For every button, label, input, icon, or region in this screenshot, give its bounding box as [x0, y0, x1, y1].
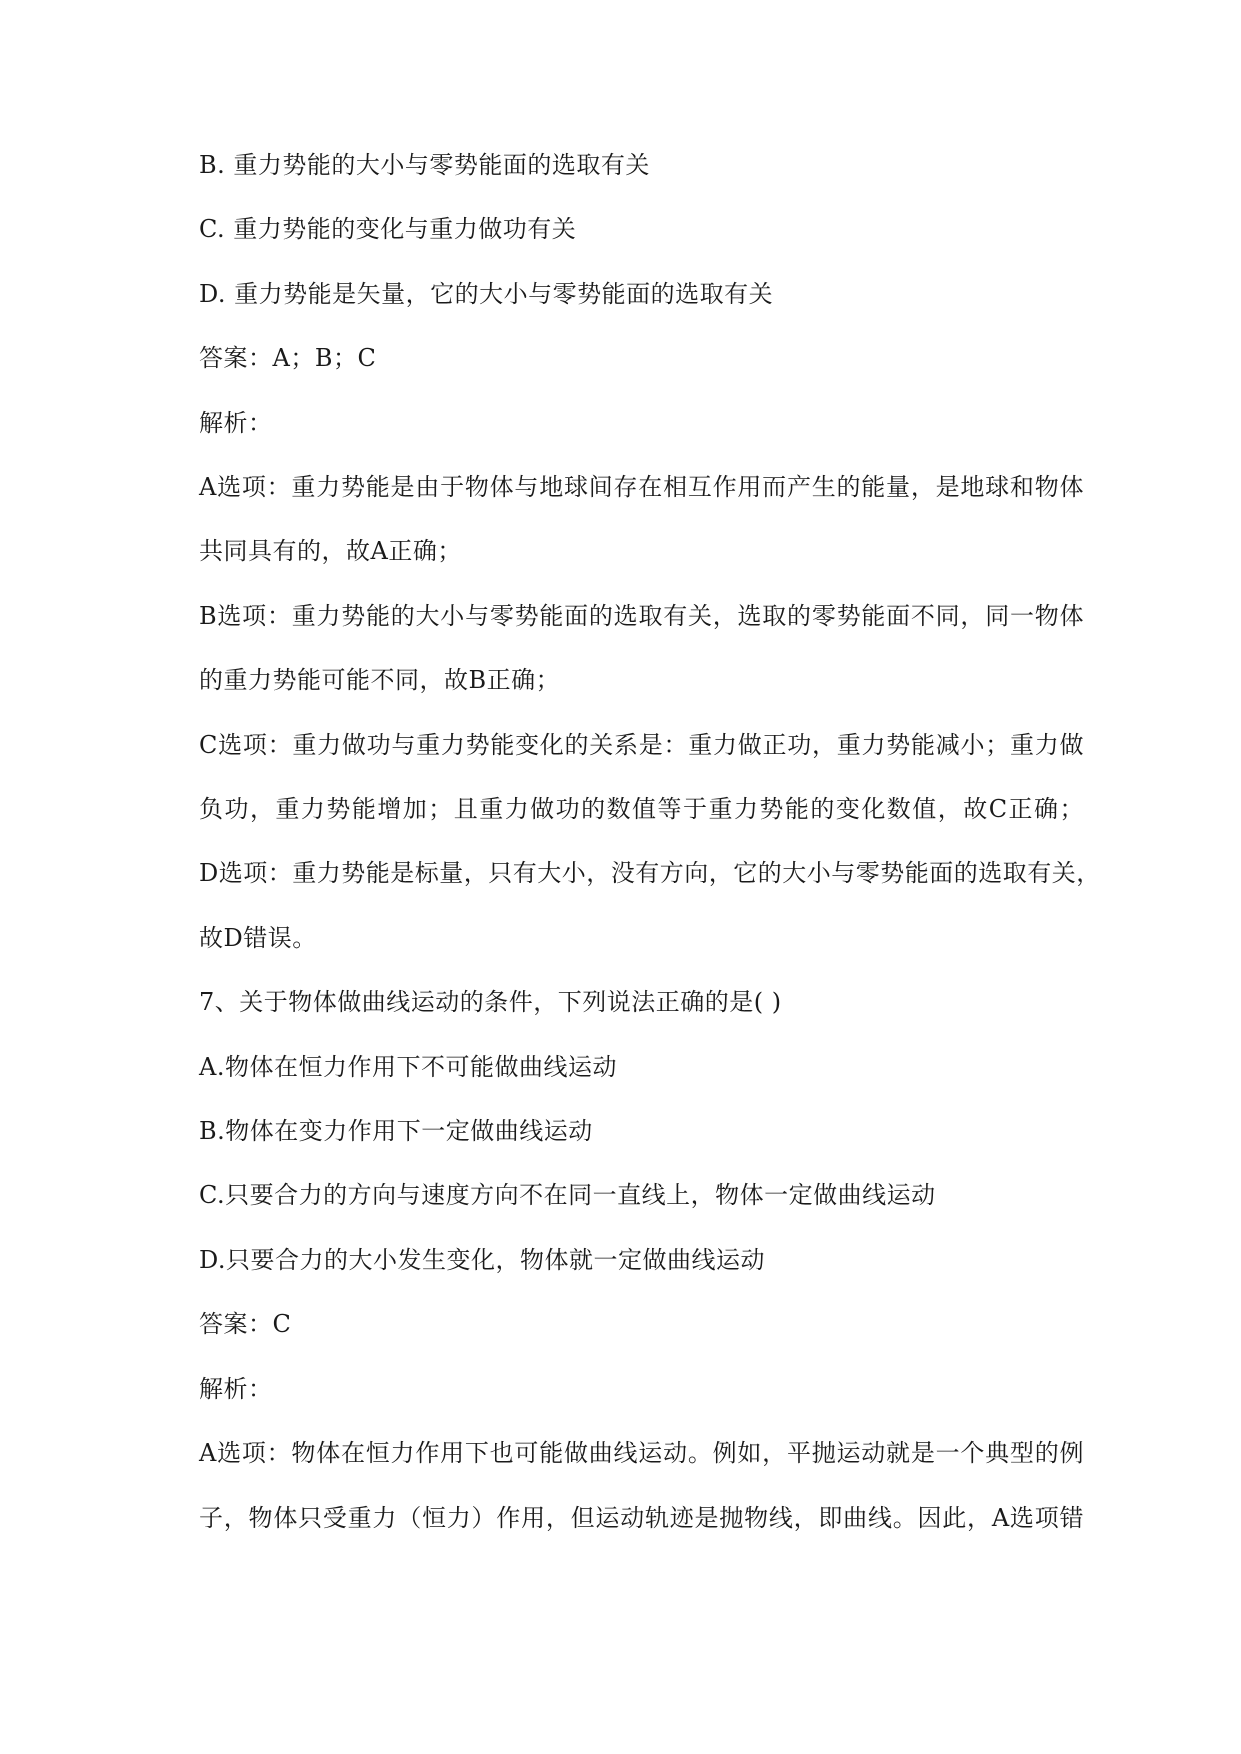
answer-line: 答案：C	[199, 1310, 292, 1338]
option-c-text: C. 重力势能的变化与重力做功有关	[199, 215, 577, 243]
analysis-paragraph-line: 故D错误。	[199, 924, 317, 952]
analysis-paragraph-line: B选项：重力势能的大小与零势能面的选取有关，选取的零势能面不同，同一物体	[199, 602, 1084, 630]
analysis-paragraph-line: D选项：重力势能是标量，只有大小，没有方向，它的大小与零势能面的选取有关，	[199, 859, 1101, 887]
analysis-paragraph-line: 的重力势能可能不同，故B正确；	[199, 666, 561, 694]
option-c-text: C.只要合力的方向与速度方向不在同一直线上，物体一定做曲线运动	[199, 1181, 936, 1209]
option-d-text: D. 重力势能是矢量，它的大小与零势能面的选取有关	[199, 280, 774, 308]
analysis-paragraph-line: 共同具有的，故A正确；	[199, 537, 462, 565]
analysis-paragraph-line: 子，物体只受重力（恒力）作用，但运动轨迹是抛物线，即曲线。因此，A选项错	[199, 1504, 1084, 1532]
analysis-paragraph-line: A选项：重力势能是由于物体与地球间存在相互作用而产生的能量，是地球和物体	[199, 473, 1084, 501]
analysis-paragraph-line: C选项：重力做功与重力势能变化的关系是：重力做正功，重力势能减小；重力做	[199, 731, 1084, 759]
analysis-paragraph-line: 负功，重力势能增加；且重力做功的数值等于重力势能的变化数值，故C正确；	[199, 795, 1084, 823]
option-a-text: A.物体在恒力作用下不可能做曲线运动	[199, 1053, 617, 1081]
answer-line: 答案：A；B；C	[199, 344, 377, 372]
analysis-paragraph-line: A选项：物体在恒力作用下也可能做曲线运动。例如，平抛运动就是一个典型的例	[199, 1439, 1084, 1467]
option-d-text: D.只要合力的大小发生变化，物体就一定做曲线运动	[199, 1246, 766, 1274]
question-title: 7、关于物体做曲线运动的条件，下列说法正确的是( )	[199, 988, 782, 1016]
option-b-text: B.物体在变力作用下一定做曲线运动	[199, 1117, 593, 1145]
analysis-heading: 解析：	[199, 409, 273, 437]
analysis-heading: 解析：	[199, 1375, 273, 1403]
option-b-text: B. 重力势能的大小与零势能面的选取有关	[199, 151, 650, 179]
